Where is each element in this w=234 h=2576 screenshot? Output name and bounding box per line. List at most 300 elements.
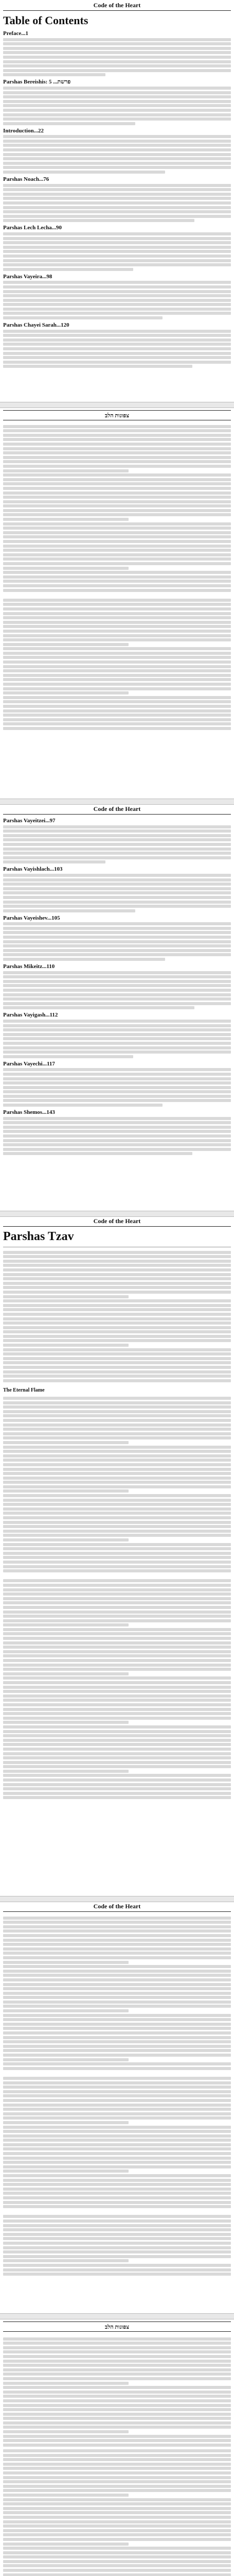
text-line: [3, 603, 231, 606]
text-line: [3, 634, 231, 637]
text-line: [3, 599, 231, 602]
text-line: [3, 482, 231, 485]
text-line: [3, 2049, 231, 2052]
text-line: [3, 1308, 231, 1311]
text-line: [3, 1503, 231, 1506]
text-line: [3, 1681, 231, 1684]
text-line: [3, 922, 231, 925]
text-line: [3, 1295, 129, 1298]
toc-section-list: [3, 30, 231, 368]
toc-section: [3, 176, 231, 222]
text-line: [3, 109, 231, 112]
toc-section-heading: Parshas Bereishis: פרשת... 5: [3, 79, 71, 86]
text-line: [3, 1405, 231, 1409]
toc-section-heading: Parshas Vayechi...117: [3, 1060, 55, 1067]
text-line: [3, 2346, 231, 2349]
text-line: [3, 843, 231, 846]
text-line: [3, 1397, 231, 1400]
text-line: [3, 691, 129, 694]
text-line: [3, 2018, 231, 2021]
toc-section-heading: Parshas Lech Lecha...90: [3, 225, 62, 231]
text-line: [3, 338, 231, 342]
text-line: [3, 980, 231, 983]
text-line: [3, 1961, 129, 1964]
body-text: [3, 597, 231, 731]
text-line: [3, 2377, 231, 2380]
toc-section-heading: Parshas Vayishlach...103: [3, 866, 63, 873]
text-line: [3, 1330, 231, 1333]
text-line: [3, 722, 231, 725]
text-line: [3, 1611, 231, 1614]
text-line: [3, 2547, 231, 2550]
text-line: [3, 2498, 231, 2501]
text-line: [3, 2152, 231, 2155]
text-line: [3, 2449, 231, 2452]
text-line: [3, 1143, 231, 1146]
parsha-title: Parshas Tzav: [3, 1230, 74, 1243]
text-line: [3, 1512, 231, 1515]
text-line: [3, 1361, 231, 1364]
toc-section-heading: Parshas Shemos...143: [3, 1109, 55, 1116]
text-line: [3, 887, 231, 890]
text-line: [3, 696, 231, 699]
text-line: [3, 2399, 231, 2402]
text-line: [3, 1579, 231, 1582]
text-line: [3, 460, 231, 463]
text-line: [3, 2139, 231, 2142]
text-line: [3, 700, 231, 703]
text-line: [3, 1410, 231, 1413]
text-line: [3, 1983, 231, 1986]
text-line: [3, 1313, 231, 1316]
text-line: [3, 1286, 231, 1289]
text-line: [3, 1686, 231, 1689]
text-line: [3, 2077, 231, 2080]
text-line: [3, 443, 231, 446]
text-line: [3, 438, 231, 441]
text-line: [3, 1477, 231, 1480]
text-line: [3, 1743, 231, 1746]
text-line: [3, 2165, 231, 2168]
text-line: [3, 621, 231, 624]
text-line: [3, 87, 231, 90]
text-line: [3, 1516, 231, 1519]
text-line: [3, 434, 231, 437]
text-line: [3, 1787, 231, 1790]
text-line: [3, 1929, 231, 1933]
text-line: [3, 42, 231, 45]
text-line: [3, 2001, 231, 2004]
page-4: [0, 1216, 234, 1896]
text-line: [3, 562, 231, 565]
text-line: [3, 1615, 231, 1618]
text-line: [3, 2435, 231, 2438]
text-line: [3, 2259, 129, 2262]
text-line: [3, 678, 231, 681]
text-line: [3, 1352, 231, 1355]
text-line: [3, 2205, 231, 2208]
text-line: [3, 665, 231, 668]
text-line: [3, 469, 129, 472]
text-line: [3, 308, 231, 311]
toc-section-heading: Preface...1: [3, 30, 28, 37]
text-line: [3, 1299, 231, 1302]
text-line: [3, 660, 231, 664]
text-line: [3, 984, 231, 987]
text-line: [3, 2121, 129, 2124]
text-line: [3, 2538, 231, 2541]
text-line: [3, 549, 231, 552]
text-line: [3, 1481, 231, 1484]
text-line: [3, 2489, 231, 2492]
text-line: [3, 2023, 231, 2026]
text-line: [3, 683, 231, 686]
text-line: [3, 1423, 231, 1427]
text-line: [3, 1552, 231, 1555]
text-line: [3, 232, 231, 235]
text-line: [3, 1366, 231, 1369]
text-line: [3, 638, 231, 641]
text-line: [3, 2108, 231, 2111]
text-line: [3, 575, 231, 579]
text-line: [3, 993, 231, 996]
text-line: [3, 1956, 231, 1959]
text-line: [3, 1672, 129, 1675]
text-line: [3, 140, 231, 143]
text-line: [3, 1020, 231, 1023]
text-line: [3, 1530, 231, 1533]
text-line: [3, 504, 231, 507]
text-line: [3, 500, 231, 503]
text-line: [3, 1534, 231, 1537]
text-line: [3, 1664, 231, 1667]
text-line: [3, 580, 231, 583]
text-line: [3, 64, 231, 67]
text-line: [3, 674, 231, 677]
text-line: [3, 2086, 231, 2089]
text-line: [3, 1268, 231, 1272]
text-line: [3, 113, 231, 116]
text-line: [3, 144, 231, 147]
text-line: [3, 2157, 231, 2160]
text-line: [3, 1117, 231, 1120]
page-2: [0, 407, 234, 799]
text-line: [3, 825, 231, 828]
text-line: [3, 2179, 231, 2182]
text-line: [3, 2219, 231, 2223]
text-line: [3, 263, 231, 266]
text-line: [3, 2404, 231, 2407]
text-line: [3, 1561, 231, 1564]
text-line: [3, 330, 231, 333]
toc-section-heading: Parshas Mikeitz...110: [3, 963, 55, 970]
text-line: [3, 1282, 231, 1285]
text-line: [3, 1086, 231, 1089]
text-line: [3, 1734, 231, 1737]
text-line: [3, 1024, 231, 1027]
text-line: [3, 1601, 231, 1604]
text-line: [3, 1637, 231, 1640]
text-line: [3, 1632, 231, 1635]
text-line: [3, 1525, 231, 1528]
text-line: [3, 709, 231, 713]
text-line: [3, 1459, 231, 1462]
text-line: [3, 1335, 231, 1338]
text-line: [3, 2116, 231, 2120]
text-line: [3, 1676, 231, 1680]
text-line: [3, 299, 231, 302]
text-line: [3, 1650, 231, 1653]
text-line: [3, 1668, 231, 1671]
hebrew-body-text: [3, 423, 231, 593]
text-line: [3, 1730, 231, 1733]
body-text: [3, 1578, 231, 1801]
text-line: [3, 1454, 231, 1458]
text-line: [3, 429, 231, 432]
text-line: [3, 1770, 129, 1773]
text-line: [3, 2130, 231, 2133]
text-line: [3, 997, 231, 1001]
text-line: [3, 1494, 231, 1497]
text-line: [3, 465, 231, 468]
text-line: [3, 1446, 231, 1449]
text-line: [3, 1978, 231, 1981]
body-text: [3, 2214, 231, 2277]
text-line: [3, 2250, 231, 2253]
text-line: [3, 334, 231, 337]
text-line: [3, 2573, 231, 2576]
text-line: [3, 2094, 231, 2097]
text-line: [3, 513, 231, 516]
page-1: [0, 0, 234, 402]
toc-section: [3, 128, 231, 174]
text-line: [3, 2421, 231, 2425]
body-text: [3, 2336, 231, 2448]
text-line: [3, 1121, 231, 1124]
text-line: [3, 456, 231, 459]
text-line: [3, 852, 231, 855]
text-line: [3, 940, 231, 943]
text-line: [3, 2454, 231, 2457]
text-line: [3, 250, 231, 253]
text-line: [3, 73, 105, 76]
text-line: [3, 958, 165, 961]
text-line: [3, 2551, 231, 2554]
toc-section-heading: Introduction...22: [3, 127, 44, 134]
text-line: [3, 531, 231, 534]
text-line: [3, 1046, 231, 1049]
text-line: [3, 2430, 129, 2433]
toc-section-heading: Parshas Chayei Sarah...120: [3, 322, 69, 329]
text-line: [3, 285, 231, 289]
text-line: [3, 687, 231, 690]
text-line: [3, 509, 231, 512]
text-line: [3, 2233, 231, 2236]
text-line: [3, 1628, 231, 1631]
running-header: Code of the Heart: [3, 1901, 231, 1912]
text-line: [3, 571, 231, 574]
text-line: [3, 527, 231, 530]
text-line: [3, 727, 231, 730]
text-line: [3, 2364, 231, 2367]
text-line: [3, 2143, 231, 2146]
text-line: [3, 838, 231, 841]
toc-section: [3, 1012, 231, 1058]
text-line: [3, 2485, 231, 2488]
text-line: [3, 2467, 231, 2470]
text-line: [3, 1081, 231, 1084]
text-line: [3, 47, 231, 50]
body-text: [3, 1915, 231, 2071]
text-line: [3, 2045, 231, 2048]
text-line: [3, 718, 231, 721]
text-line: [3, 1428, 231, 1431]
text-line: [3, 2408, 231, 2411]
text-line: [3, 2031, 231, 2035]
text-line: [3, 312, 231, 315]
text-line: [3, 2112, 231, 2115]
text-line: [3, 2237, 231, 2240]
text-line: [3, 1414, 231, 1417]
text-line: [3, 2386, 231, 2389]
text-line: [3, 630, 231, 633]
text-line: [3, 1251, 231, 1254]
text-line: [3, 268, 133, 271]
text-line: [3, 473, 231, 477]
text-line: [3, 522, 231, 526]
hebrew-header: צפונות הלב: [3, 2321, 231, 2332]
text-line: [3, 1774, 231, 1777]
text-line: [3, 2183, 231, 2186]
text-line: [3, 1717, 231, 1720]
text-line: [3, 874, 231, 877]
text-line: [3, 975, 231, 978]
text-line: [3, 2350, 231, 2353]
text-line: [3, 883, 231, 886]
toc-section: [3, 30, 231, 76]
text-line: [3, 2264, 231, 2267]
text-line: [3, 848, 231, 851]
text-line: [3, 451, 231, 454]
text-line: [3, 38, 231, 41]
text-line: [3, 2170, 129, 2173]
text-line: [3, 2560, 231, 2563]
text-line: [3, 1917, 231, 1920]
text-line: [3, 1317, 231, 1320]
text-line: [3, 878, 231, 882]
text-line: [3, 1943, 231, 1946]
text-line: [3, 2569, 231, 2572]
text-line: [3, 1050, 231, 1054]
text-line: [3, 2417, 231, 2420]
text-line: [3, 1752, 231, 1755]
toc-section: [3, 1061, 231, 1107]
text-line: [3, 1304, 231, 1307]
text-line: [3, 303, 231, 306]
text-line: [3, 2494, 129, 2497]
text-line: [3, 1739, 231, 1742]
text-line: [3, 153, 231, 156]
text-line: [3, 1521, 231, 1524]
toc-title: Table of Contents: [3, 14, 88, 27]
text-line: [3, 162, 231, 165]
text-line: [3, 2555, 231, 2558]
text-line: [3, 2040, 231, 2043]
text-line: [3, 2439, 231, 2442]
text-line: [3, 2224, 231, 2227]
page-3: [0, 804, 234, 1211]
text-line: [3, 2413, 231, 2416]
text-line: [3, 1569, 231, 1572]
page-5: [0, 1901, 234, 2313]
text-line: [3, 2507, 231, 2510]
text-line: [3, 557, 231, 561]
text-line: [3, 1792, 231, 1795]
text-line: [3, 1623, 129, 1626]
text-line: [3, 1264, 231, 1267]
text-line: [3, 944, 231, 947]
text-line: [3, 166, 231, 169]
text-line: [3, 157, 231, 160]
text-line: [3, 1255, 231, 1258]
text-line: [3, 478, 231, 481]
text-line: [3, 1134, 231, 1138]
text-line: [3, 2036, 231, 2039]
text-line: [3, 492, 231, 495]
text-line: [3, 2014, 231, 2017]
text-line: [3, 2476, 231, 2479]
text-line: [3, 104, 231, 107]
text-line: [3, 91, 231, 94]
text-line: [3, 2192, 231, 2195]
text-line: [3, 2533, 231, 2536]
text-line: [3, 1339, 231, 1342]
text-line: [3, 1965, 231, 1968]
text-line: [3, 2126, 231, 2129]
hebrew-header: צפונות הלב: [3, 410, 231, 420]
text-line: [3, 2009, 129, 2012]
text-line: [3, 1472, 231, 1475]
toc-section: [3, 963, 231, 1009]
text-line: [3, 171, 165, 174]
text-line: [3, 2188, 231, 2191]
text-line: [3, 2480, 231, 2483]
text-line: [3, 1077, 231, 1080]
text-line: [3, 834, 231, 837]
text-line: [3, 1436, 231, 1439]
text-line: [3, 95, 231, 98]
text-line: [3, 589, 231, 592]
text-line: [3, 1507, 231, 1511]
text-line: [3, 669, 231, 672]
text-line: [3, 927, 231, 930]
text-line: [3, 1370, 231, 1374]
text-line: [3, 1441, 129, 1444]
text-line: [3, 425, 231, 428]
text-line: [3, 2444, 231, 2447]
text-line: [3, 193, 231, 196]
text-line: [3, 2005, 231, 2008]
text-line: [3, 135, 231, 138]
text-line: [3, 294, 231, 297]
text-line: [3, 1606, 231, 1609]
text-line: [3, 117, 231, 121]
text-line: [3, 2081, 231, 2084]
text-line: [3, 1344, 129, 1347]
text-line: [3, 1450, 231, 1453]
text-line: [3, 2054, 231, 2057]
text-line: [3, 1952, 231, 1955]
